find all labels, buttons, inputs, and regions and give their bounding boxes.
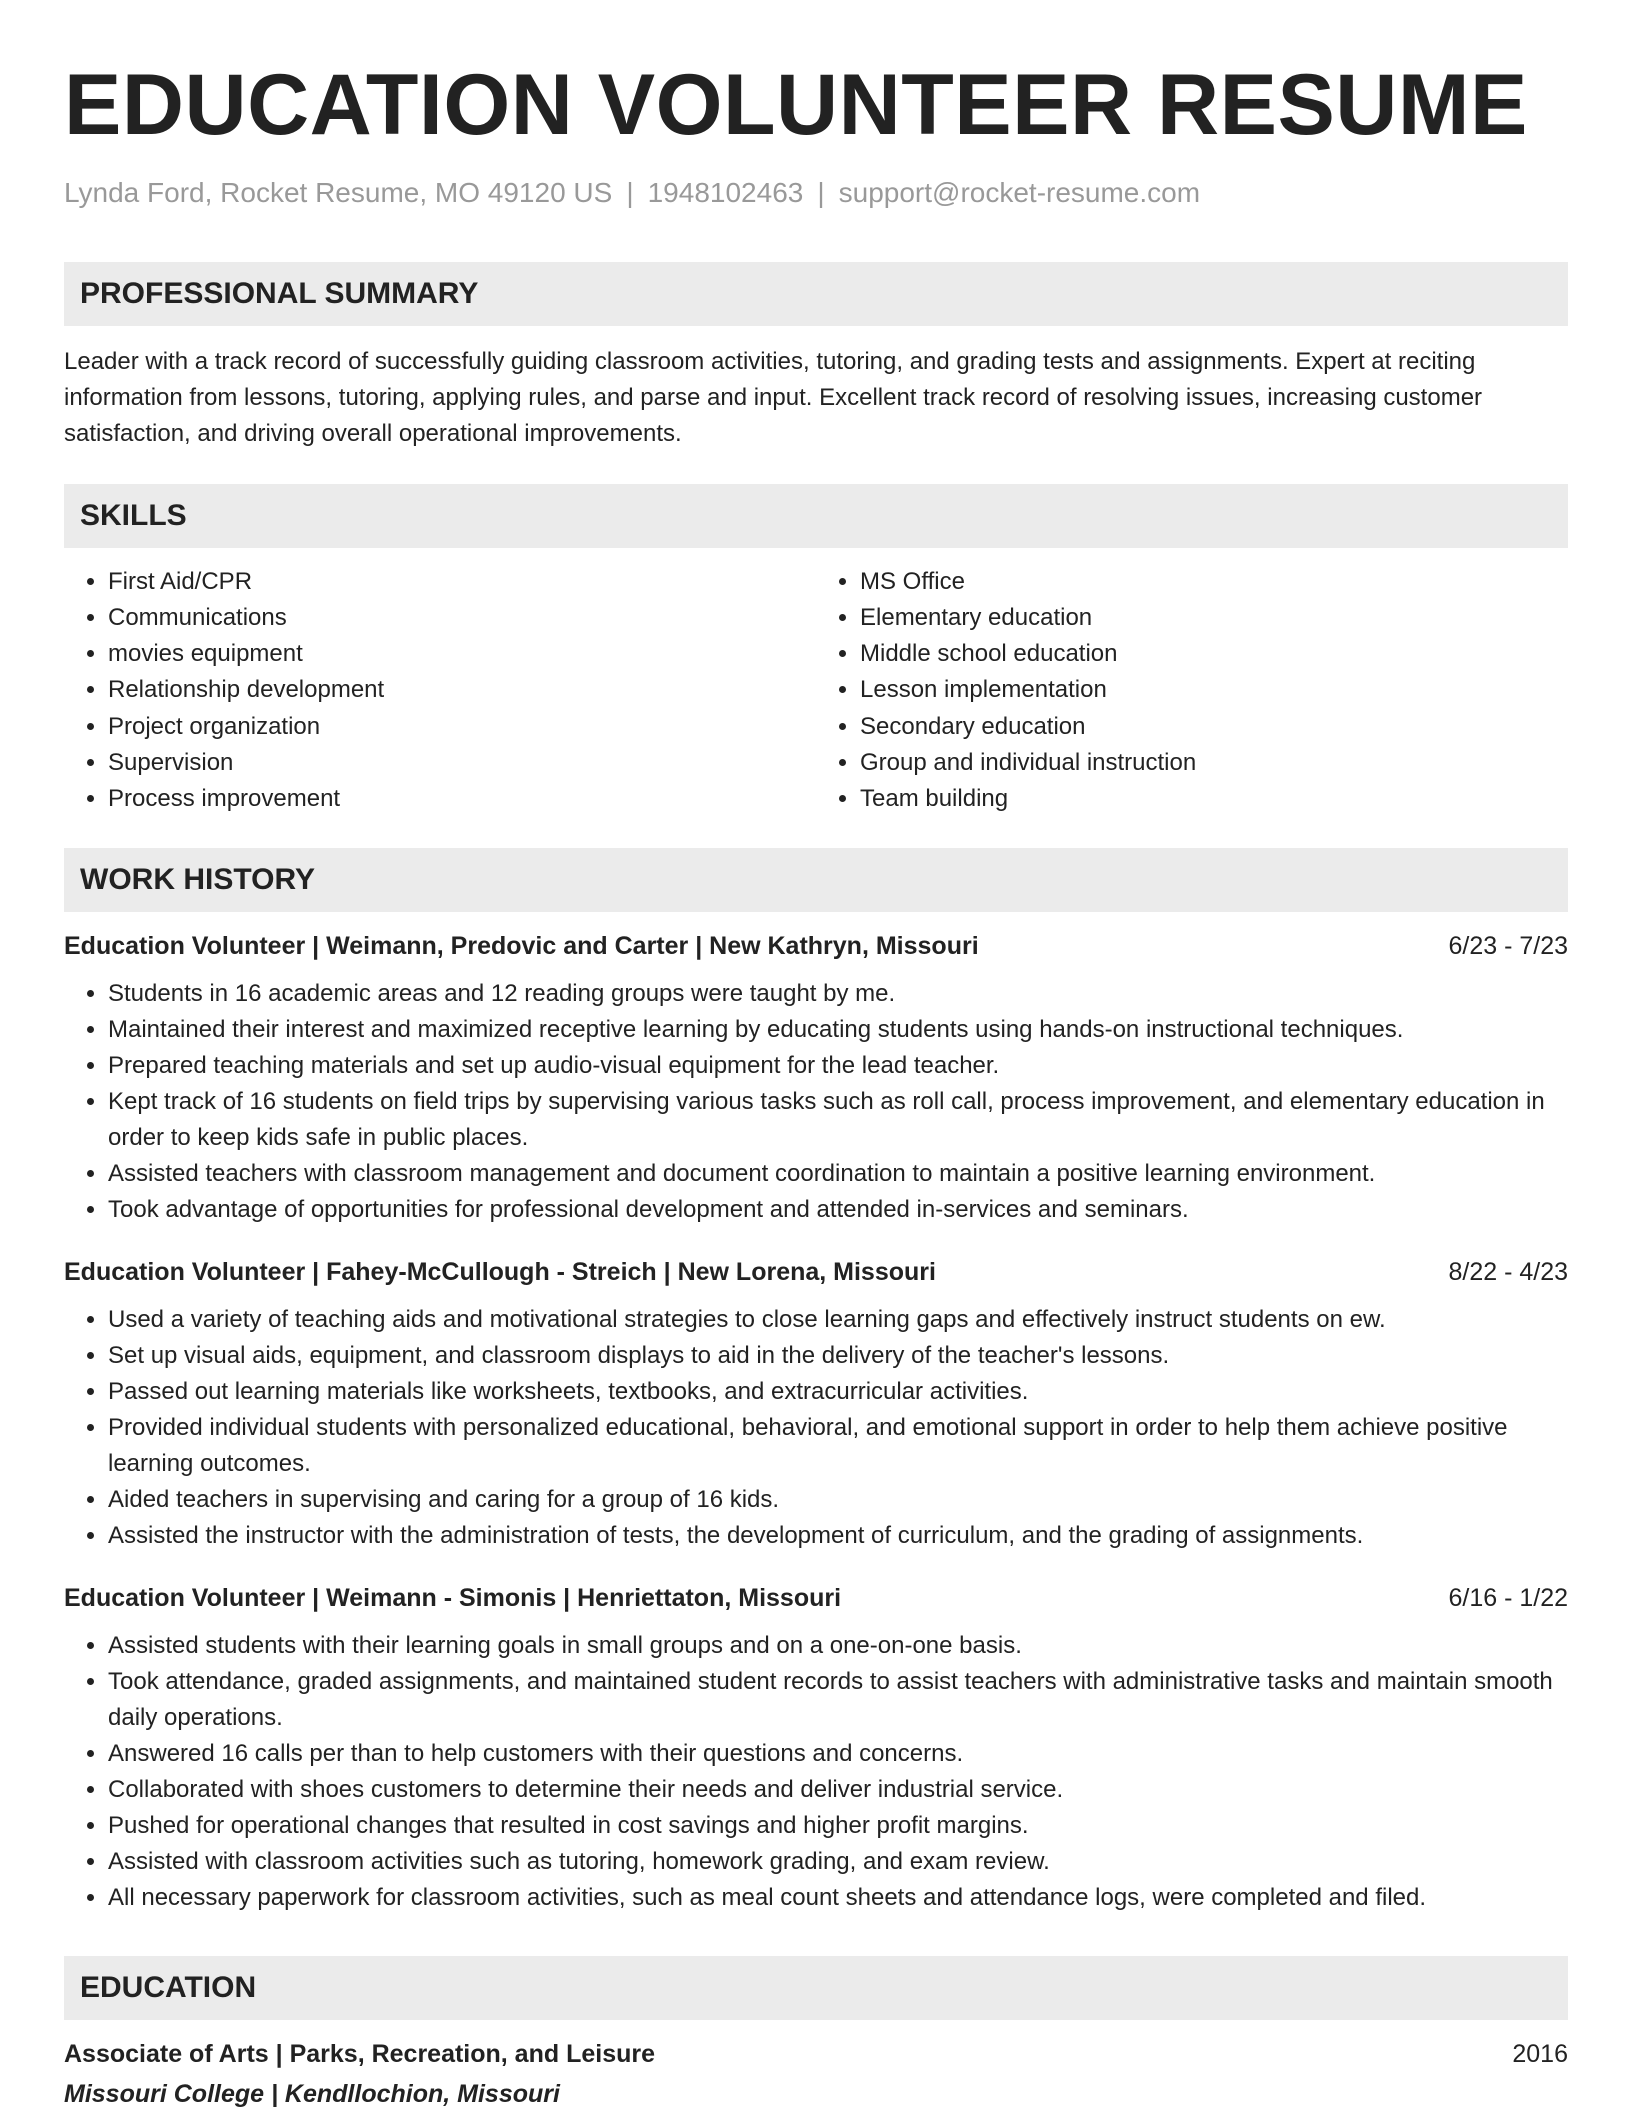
job-dates: 8/22 - 4/23 [1448, 1257, 1568, 1286]
skill-item: • Group and individual instruction [860, 745, 1568, 781]
skill-item: • Elementary education [860, 600, 1568, 636]
job-header [64, 1582, 1568, 1614]
skills-column-left [64, 564, 816, 818]
education-school: Missouri College | Kendllochion, Missouri [64, 2079, 560, 2108]
job-bullets [64, 1302, 1568, 1554]
resume-title: EDUCATION VOLUNTEER RESUME [64, 57, 1528, 153]
skill-item: • MS Office [860, 564, 1568, 600]
skills-column-right [816, 564, 1568, 818]
job-bullet: • Maintained their interest and maximized receptive learning by educating students using hands-on instructional techniques. [108, 1012, 1568, 1048]
skill-item: • Communications [108, 600, 816, 636]
job-bullet: • Passed out learning materials like worksheets, textbooks, and extracurricular activities. [108, 1374, 1568, 1410]
job-dates: 6/16 - 1/22 [1448, 1583, 1568, 1612]
education-year: 2016 [1512, 2039, 1568, 2068]
skills-heading: SKILLS [64, 484, 1568, 548]
job-bullet: • Assisted the instructor with the administration of tests, the development of curriculum, and the grading of assignments. [108, 1518, 1568, 1554]
job-title: Education Volunteer | Weimann, Predovic and Carter | New Kathryn, Missouri [64, 931, 979, 960]
job-bullet: • All necessary paperwork for classroom activities, such as meal count sheets and attendance logs, were completed and filed. [108, 1880, 1568, 1916]
job-bullet: • Answered 16 calls per than to help customers with their questions and concerns. [108, 1736, 1568, 1772]
job-title: Education Volunteer | Fahey-McCullough - Streich | New Lorena, Missouri [64, 1257, 936, 1286]
skill-item: • Supervision [108, 745, 816, 781]
skill-item: • movies equipment [108, 636, 816, 672]
skill-item: • Lesson implementation [860, 672, 1568, 708]
job-bullet: • Assisted teachers with classroom management and document coordination to maintain a positive learning environment. [108, 1156, 1568, 1192]
summary-text: Leader with a track record of successfully guiding classroom activities, tutoring, and grading tests and assignments. Expert at reciting information from lessons, tutoring, applying rules, and parse and input. Excellent track record of resolving issues, increasing customer satisfaction, and driving overall operational improvements. [64, 347, 1483, 447]
contact-address: Lynda Ford, Rocket Resume, MO 49120 US [64, 177, 613, 208]
job-entry [64, 930, 1568, 1228]
job-dates: 6/23 - 7/23 [1448, 931, 1568, 960]
contact-email[interactable]: support@rocket-resume.com [838, 177, 1201, 208]
job-bullet: • Used a variety of teaching aids and motivational strategies to close learning gaps and effectively instruct students on ew. [108, 1302, 1568, 1338]
job-header [64, 1256, 1568, 1288]
job-header [64, 930, 1568, 962]
job-bullet: • Students in 16 academic areas and 12 reading groups were taught by me. [108, 976, 1568, 1012]
job-bullet: • Aided teachers in supervising and caring for a group of 16 kids. [108, 1482, 1568, 1518]
education-degree: Associate of Arts | Parks, Recreation, and Leisure [64, 2039, 656, 2068]
job-bullet: • Took attendance, graded assignments, and maintained student records to assist teachers with administrative tasks and maintain smooth daily operations. [108, 1664, 1568, 1736]
job-title: Education Volunteer | Weimann - Simonis | Henriettaton, Missouri [64, 1583, 842, 1612]
education-heading: EDUCATION [64, 1956, 1568, 2020]
job-bullet: • Took advantage of opportunities for professional development and attended in-services and seminars. [108, 1192, 1568, 1228]
job-bullets [64, 976, 1568, 1228]
job-bullet: • Collaborated with shoes customers to determine their needs and deliver industrial service. [108, 1772, 1568, 1808]
skill-item: • First Aid/CPR [108, 564, 816, 600]
job-bullets [64, 1628, 1568, 1916]
job-bullet: • Assisted students with their learning goals in small groups and on a one-on-one basis. [108, 1628, 1568, 1664]
contact-phone: 1948102463 [647, 177, 804, 208]
skill-item: • Relationship development [108, 672, 816, 708]
skill-item: • Secondary education [860, 709, 1568, 745]
summary-heading: PROFESSIONAL SUMMARY [64, 262, 1568, 326]
job-entry [64, 1256, 1568, 1554]
contact-separator: | [626, 177, 634, 208]
job-bullet: • Prepared teaching materials and set up audio-visual equipment for the lead teacher. [108, 1048, 1568, 1084]
contact-separator: | [817, 177, 825, 208]
skill-item: • Project organization [108, 709, 816, 745]
job-bullet: • Provided individual students with personalized educational, behavioral, and emotional support in order to help them achieve positive learning outcomes. [108, 1410, 1568, 1482]
job-bullet: • Assisted with classroom activities such as tutoring, homework grading, and exam review. [108, 1844, 1568, 1880]
work-history-heading: WORK HISTORY [64, 848, 1568, 912]
education-entry [64, 2038, 1568, 2070]
job-bullet: • Pushed for operational changes that resulted in cost savings and higher profit margins. [108, 1808, 1568, 1844]
contact-line [64, 176, 1568, 210]
job-entry [64, 1582, 1568, 1916]
skill-item: • Process improvement [108, 781, 816, 817]
job-bullet: • Set up visual aids, equipment, and classroom displays to aid in the delivery of the teacher's lessons. [108, 1338, 1568, 1374]
skills-list [64, 564, 1568, 818]
skill-item: • Team building [860, 781, 1568, 817]
skill-item: • Middle school education [860, 636, 1568, 672]
job-bullet: • Kept track of 16 students on field trips by supervising various tasks such as roll call, process improvement, and elementary education in order to keep kids safe in public places. [108, 1084, 1568, 1156]
